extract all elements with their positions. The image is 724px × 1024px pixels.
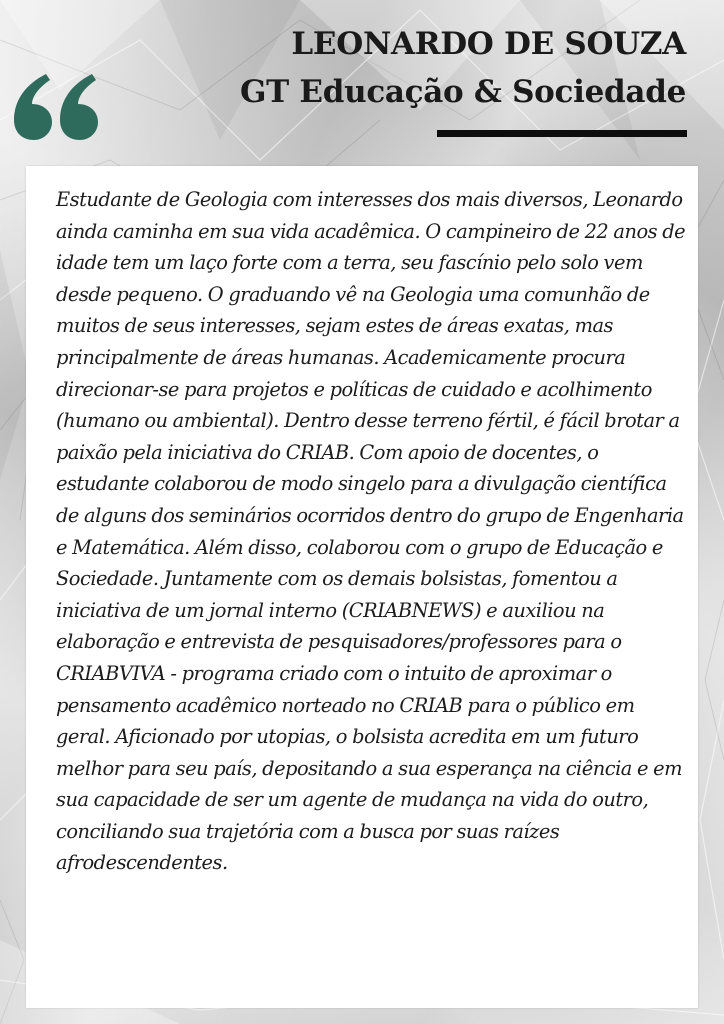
person-name: LEONARDO DE SOUZA: [291, 26, 686, 62]
double-quote-icon: [12, 70, 100, 142]
header-title-block: [240, 20, 686, 116]
title-underline: [437, 130, 687, 137]
bio-text: Estudante de Geologia com interesses dos mais diversos, Leonardo ainda caminha em sua vida acadêmica. O campineiro de 22 anos de idade tem um laço forte com a terra, seu fascínio pelo solo vem desde pequeno. O graduando vê na Geologia uma comunhão de muitos de seus interesses, sejam estes de áreas exatas, mas principalmente de áreas humanas. Academicamente procura direcionar-se para projetos e políticas de cuidado e acolhimento (humano ou ambiental). Dentro desse terreno fértil, é fácil brotar a paixão pela iniciativa do CRIAB. Com apoio de docentes, o estudante colaborou de modo singelo para a divulgação científica de alguns dos seminários ocorridos dentro do grupo de Engenharia e Matemática. Além disso, colaborou com o grupo de Educação e Sociedade. Juntamente com os demais bolsistas, fomentou a iniciativa de um jornal interno (CRIABNEWS) e auxiliou na elaboração e entrevista de pesquisadores/professores para o CRIABVIVA - programa criado com o intuito de aproximar o pensamento acadêmico norteado no CRIAB para o público em geral. Aficionado por utopias, o bolsista acredita em um futuro melhor para seu país, depositando a sua esperança na ciência e em sua capacidade de ser um agente de mudança na vida do outro, conciliando sua trajetória com a busca por suas raízes afrodescendentes.: [56, 188, 686, 875]
bio-card: [26, 166, 698, 1008]
working-group-name: GT Educação & Sociedade: [239, 74, 686, 110]
